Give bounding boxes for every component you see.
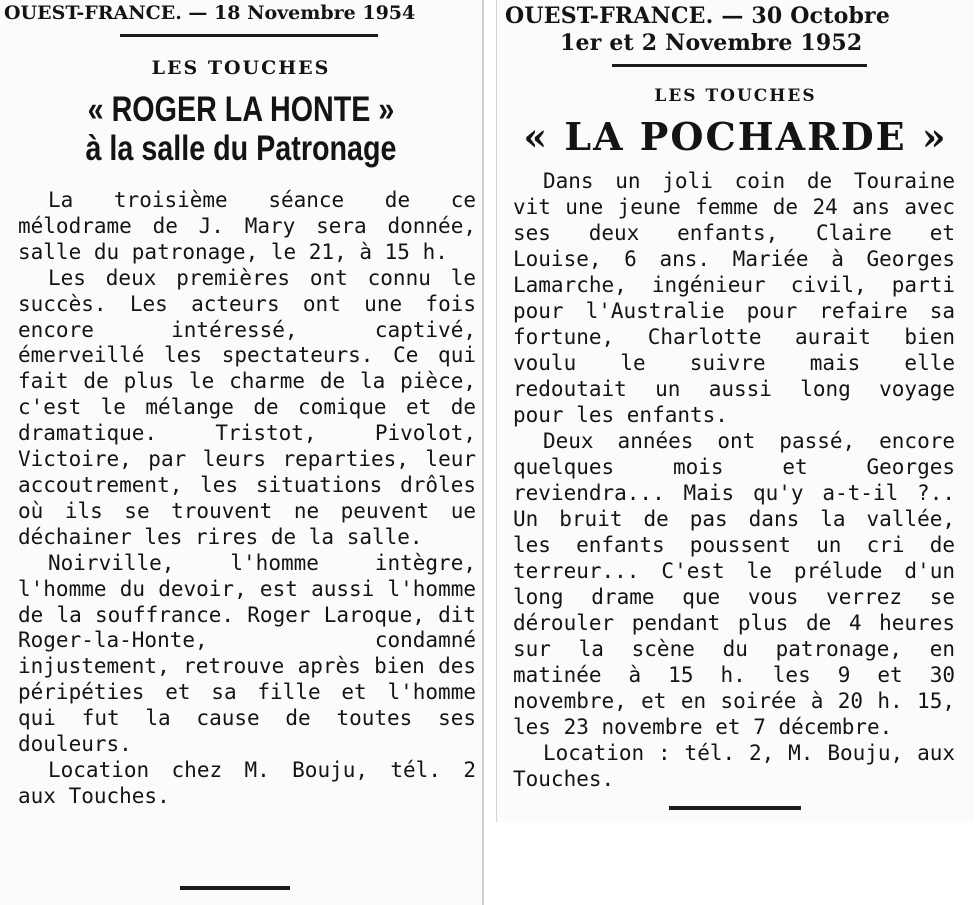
header-rule-right	[612, 64, 867, 67]
title-line-2: à la salle du Patronage	[85, 129, 397, 169]
paragraph: Dans un joli coin de Touraine vit une jeune femme de 24 ans avec ses deux enfants, Claire et Louise, 6 ans. Mariée à Georges Lamarche, ingénieur civil, parti pour l'Australie pour refaire sa fortune, Charlotte aurait bien voulu le suivre mais elle redoutait un aussi long voyage pour les enfants.	[513, 169, 955, 427]
end-rule-left	[180, 886, 290, 890]
article-title-left	[43, 90, 438, 168]
header-rule-left	[120, 34, 378, 37]
article-body-left	[18, 188, 476, 810]
section-heading-right: LES TOUCHES	[654, 86, 817, 106]
section-heading-left: LES TOUCHES	[151, 57, 331, 79]
paragraph: La troisième séance de ce mélodrame de J. Mary sera donnée, salle du patronage, le 21, à 15 h.	[18, 188, 476, 264]
article-title-right: « LA POCHARDE »	[523, 114, 948, 159]
masthead-left: OUEST-FRANCE. — 18 Novembre 1954	[4, 2, 416, 24]
title-line-1: « ROGER LA HONTE »	[87, 90, 395, 129]
end-rule-right	[669, 806, 801, 810]
article-body-right	[513, 168, 955, 792]
masthead-line-2: 1er et 2 Novembre 1952	[560, 30, 863, 56]
masthead-line-1: OUEST-FRANCE. — 30 Octobre	[505, 3, 891, 29]
paragraph: Location : tél. 2, M. Bouju, aux Touches.	[513, 741, 955, 791]
clipping-roger-la-honte	[0, 0, 484, 905]
paragraph: Les deux premières ont connu le succès. Les acteurs ont une fois encore intéressé, captivé, émerveillé les spectateurs. Ce qui fait de plus le charme de la pièce, c'est le mélange de comique et de dramatique. Tristot, Pivolot, Victoire, par leurs reparties, leur accoutrement, les situations drôles où ils se trouvent ne peuvent ue déchainer les rires de la salle.	[18, 265, 476, 549]
paragraph: Noirville, l'homme intègre, l'homme du devoir, est aussi l'homme de la souffrance. Roger Laroque, dit Roger-la-Honte, condamné injustement, retrouve après bien des péripéties et sa fille et l'homme qui fut la cause de toutes ses douleurs.	[18, 550, 476, 757]
masthead-right	[505, 3, 890, 57]
paragraph: Deux années ont passé, encore quelques mois et Georges reviendra... Mais qu'y a-t-il ?.. Un bruit de pas dans la vallée, les enfants poussent un cri de terreur... C'est le prélude d'un long drame que vous verrez se dérouler pendant plus de 4 heures sur la scène du patronage, en matinée à 15 h. les 9 et 30 novembre, et en soirée à 20 h. 15, les 23 novembre et 7 décembre.	[513, 429, 955, 739]
paragraph: Location chez M. Bouju, tél. 2 aux Touches.	[18, 757, 476, 808]
clipping-la-pocharde	[496, 0, 974, 822]
